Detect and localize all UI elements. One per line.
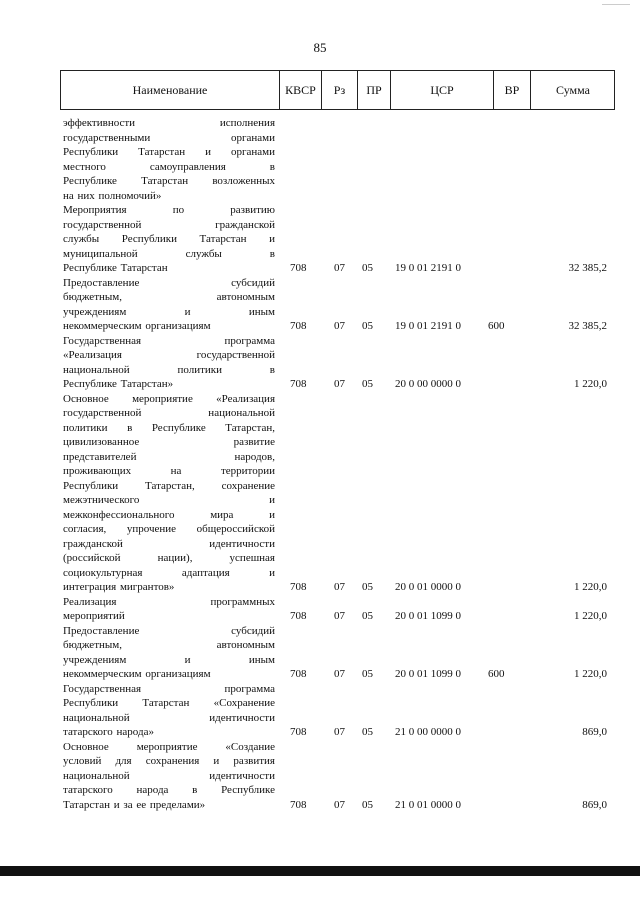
cell-kvsr: 708 [290,581,307,593]
row-name-line: Предоставление субсидий [63,624,275,637]
cell-csr: 20 0 00 0000 0 [395,378,461,390]
cell-rz: 07 [334,378,345,390]
table-row [0,116,640,203]
row-name-line: «Реализация государственной [63,349,275,361]
row-name-line: условий для сохранения и развития [63,755,275,767]
cell-vr: 600 [488,320,505,332]
row-name-line: учреждениям и иным [63,653,275,666]
cell-sum: 869,0 [582,726,607,738]
cell-kvsr: 708 [290,262,307,274]
row-name-line: бюджетным, автономным [63,291,275,303]
row-values [0,377,640,392]
column-header-kvsr: КВСР [280,71,322,109]
row-values [0,319,640,334]
cell-rz: 07 [334,726,345,738]
column-header-vr: ВР [494,71,531,109]
row-values [0,725,640,740]
cell-sum: 32 385,2 [568,320,607,332]
cell-pr: 05 [362,262,373,274]
cell-kvsr: 708 [290,668,307,680]
column-header-pr: ПР [358,71,391,109]
cell-sum: 1 220,0 [574,581,607,593]
row-name-line: государственной гражданской [63,218,275,231]
row-name-line: Государственная программа [63,334,275,347]
cell-sum: 1 220,0 [574,610,607,622]
row-name-line: Предоставление субсидий [63,276,275,289]
cell-pr: 05 [362,798,373,811]
cell-pr: 05 [362,581,373,593]
row-name-line: цивилизованное развитие [63,436,275,448]
row-name-line: мероприятий [63,610,125,622]
cell-csr: 19 0 01 2191 0 [395,320,461,332]
table-row [0,334,640,392]
row-name-line: службы Республики Татарстан и [63,233,275,245]
row-name-line: национальной идентичности [63,711,275,724]
row-values [0,609,640,624]
cell-rz: 07 [334,668,345,680]
cell-csr: 19 0 01 2191 0 [395,262,461,274]
row-name-line: Республики Татарстан, сохранение [63,479,275,492]
row-name-line: бюджетным, автономным [63,639,275,651]
row-name-line: некоммерческим организациям [63,668,211,680]
scan-bottom-edge [0,866,640,876]
row-name-line: татарского народа в Республике [63,784,275,796]
cell-pr: 05 [362,378,373,390]
column-header-sum: Сумма [556,82,590,97]
table-row [0,276,640,334]
row-name-line: местного самоуправления в [63,160,275,173]
row-name-line: межконфессионального мира и [63,508,275,521]
row-values [0,189,640,204]
row-name-line: представителей народов, [63,450,275,463]
row-values [0,261,640,276]
row-name [63,392,275,595]
cell-pr: 05 [362,610,373,622]
cell-csr: 20 0 01 1099 0 [395,668,461,680]
row-name-line: эффективности исполнения [63,117,275,129]
table-row [0,624,640,682]
row-values [0,798,640,813]
table-row [0,740,640,813]
row-name-line: учреждениям и иным [63,305,275,318]
page-number: 85 [313,40,327,55]
row-name-line: проживающих на территории [63,465,275,477]
cell-csr: 21 0 01 0000 0 [395,798,461,811]
cell-sum: 1 220,0 [574,668,607,680]
row-name-line: гражданской идентичности [63,537,275,550]
row-name-line: политики в Республике Татарстан, [63,421,275,434]
cell-sum: 869,0 [582,798,607,811]
row-name-line: Республики Татарстан «Сохранение [63,697,275,709]
row-name-line: межэтнического и [63,494,275,506]
cell-sum: 32 385,2 [568,262,607,274]
cell-kvsr: 708 [290,378,307,390]
row-name-line: согласия, упрочение общероссийской [63,523,275,535]
column-header-name: Наименование [61,71,280,109]
cell-pr: 05 [362,726,373,738]
table-row [0,203,640,276]
column-header-csr: ЦСР [391,71,494,109]
row-name-line: интеграция мигрантов» [63,581,175,593]
cell-csr: 21 0 00 0000 0 [395,726,461,738]
row-name-line: муниципальной службы в [63,247,275,260]
row-name-line: социокультурная адаптация и [63,566,275,579]
row-name-line: государственными органами [63,131,275,144]
cell-rz: 07 [334,262,345,274]
cell-vr: 600 [488,668,505,680]
cell-kvsr: 708 [290,610,307,622]
row-name-line: Мероприятия по развитию [63,204,275,216]
cell-sum: 1 220,0 [574,378,607,390]
cell-pr: 05 [362,320,373,332]
column-header-rz: Рз [322,71,358,109]
row-name-line: Реализация программных [63,595,275,608]
cell-rz: 07 [334,610,345,622]
table-row [0,392,640,595]
row-values [0,580,640,595]
row-values [0,667,640,682]
row-name-line: национальной политики в [63,363,275,376]
row-name-line: государственной национальной [63,407,275,419]
row-name-line: Татарстан и за ее пределами» [63,798,206,811]
row-name-line: (российской нации), успешная [63,552,275,564]
cell-csr: 20 0 01 1099 0 [395,610,461,622]
cell-kvsr: 708 [290,726,307,738]
scan-corner-mark [602,0,630,5]
cell-kvsr: 708 [290,320,307,332]
table-body [0,116,640,812]
row-name-line: Республике Татарстан» [63,378,174,390]
row-name-line: татарского народа» [63,726,154,738]
row-name-line: Государственная программа [63,682,275,695]
cell-rz: 07 [334,798,345,811]
cell-csr: 20 0 01 0000 0 [395,581,461,593]
row-name-line: некоммерческим организациям [63,320,211,332]
row-name-line: Основное мероприятие «Создание [63,740,275,753]
row-name-line: Республике Татарстан [63,262,168,274]
table-row [0,595,640,624]
cell-rz: 07 [334,320,345,332]
row-name-line: национальной идентичности [63,769,275,782]
row-name-line: Республики Татарстан и органами [63,146,275,158]
cell-kvsr: 708 [290,798,307,811]
table-row [0,682,640,740]
row-name-line: Основное мероприятие «Реализация [63,392,275,405]
table-header [60,70,615,110]
cell-rz: 07 [334,581,345,593]
row-name-line: на них полномочий» [63,189,162,202]
cell-pr: 05 [362,668,373,680]
row-name-line: Республике Татарстан возложенных [63,175,275,187]
